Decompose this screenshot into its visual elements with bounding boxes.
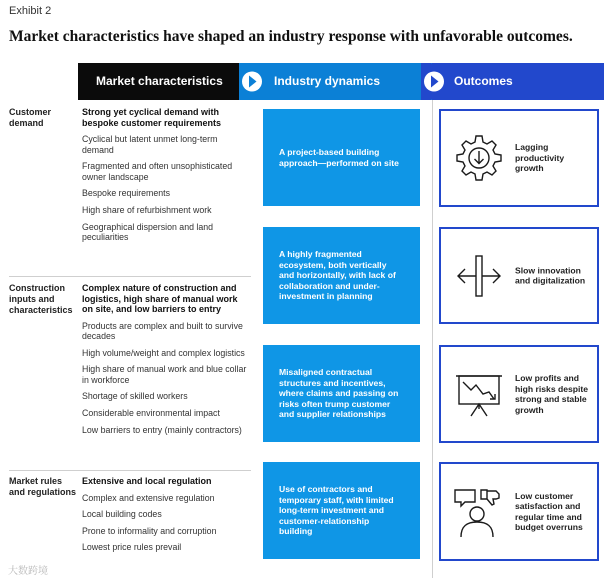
row-label-market-rules: Market rules and regulations xyxy=(9,476,77,497)
market-heading: Strong yet cyclical demand with bespoke customer requirements xyxy=(82,107,222,128)
industry-dynamics-text: A project-based building approach—performed on site xyxy=(279,146,399,168)
chevron-arrow-icon xyxy=(239,63,265,100)
industry-dynamics-box xyxy=(263,227,420,324)
market-characteristics-construction-inputs xyxy=(82,283,248,441)
market-item: Local building codes xyxy=(82,509,162,520)
row-label-construction-inputs: Construction inputs and characteristics xyxy=(9,283,73,315)
outcome-text: Low profits and high risks despite strong and stable growth xyxy=(515,372,589,415)
market-item: High share of refurbishment work xyxy=(82,204,212,215)
market-heading: Extensive and local regulation xyxy=(82,476,212,486)
chevron-arrow-icon xyxy=(421,63,447,100)
arrows-left-right-icon xyxy=(451,248,507,304)
page-title: Market characteristics have shaped an industry response with unfavorable outcomes. xyxy=(9,28,573,45)
row-label-customer-demand: Customer demand xyxy=(9,107,52,128)
header-outcomes: Outcomes xyxy=(432,63,604,100)
market-item: Lowest price rules prevail xyxy=(82,542,182,553)
market-item: Cyclical but latent unmet long-term demand xyxy=(82,134,218,155)
watermark: 大数跨境 xyxy=(8,566,48,577)
market-item: Products are complex and built to survive decades xyxy=(82,320,243,342)
industry-dynamics-text: Misaligned contractual structures and incentives, where claims and passing on risks often trump customer and supplier relationships xyxy=(279,367,399,420)
industry-dynamics-box xyxy=(263,109,420,206)
market-item: High share of manual work and blue collar in workforce xyxy=(82,364,247,385)
outcome-box xyxy=(439,462,599,561)
outcome-box xyxy=(439,345,599,443)
row-divider xyxy=(9,470,251,471)
header-market-characteristics: Market characteristics xyxy=(78,63,244,100)
industry-dynamics-text: A highly fragmented ecosystem, both vertically and horizontally, with lack of collaboration and under-investment in planning xyxy=(279,249,396,302)
market-item: Shortage of skilled workers xyxy=(82,391,188,402)
market-item: Complex and extensive regulation xyxy=(82,492,215,503)
declining-chart-easel-icon xyxy=(451,366,507,422)
outcome-text: Slow innovation and digitalization xyxy=(515,264,586,286)
market-characteristics-customer-demand xyxy=(82,107,248,249)
gear-download-icon xyxy=(451,130,507,186)
market-item: Low barriers to entry (mainly contractors) xyxy=(82,424,242,435)
outcome-box xyxy=(439,227,599,324)
person-thumbs-down-icon xyxy=(451,484,507,540)
industry-dynamics-box xyxy=(263,345,420,442)
column-divider xyxy=(432,100,433,578)
row-divider xyxy=(9,276,251,277)
exhibit-label: Exhibit 2 xyxy=(9,5,52,17)
outcome-text: Low customer satisfaction and regular time and budget overruns xyxy=(515,490,583,533)
industry-dynamics-text: Use of contractors and temporary staff, with limited long-term investment and customer-relationship building xyxy=(279,484,394,537)
market-heading: Complex nature of construction and logistics, high share of manual work on site, and low barriers to entry xyxy=(82,283,238,314)
market-item: Prone to informality and corruption xyxy=(82,525,217,536)
market-item: Geographical dispersion and land peculiarities xyxy=(82,221,214,243)
outcome-text: Lagging productivity growth xyxy=(515,142,565,174)
industry-dynamics-box xyxy=(263,462,420,559)
market-item: Bespoke requirements xyxy=(82,188,171,199)
market-item: Fragmented and often unsophisticated owner landscape xyxy=(82,161,233,182)
header-industry-dynamics: Industry dynamics xyxy=(244,63,432,100)
outcome-box xyxy=(439,109,599,207)
market-item: Considerable environmental impact xyxy=(82,408,220,419)
market-characteristics-market-rules xyxy=(82,476,248,559)
market-item: High volume/weight and complex logistics xyxy=(82,347,245,358)
